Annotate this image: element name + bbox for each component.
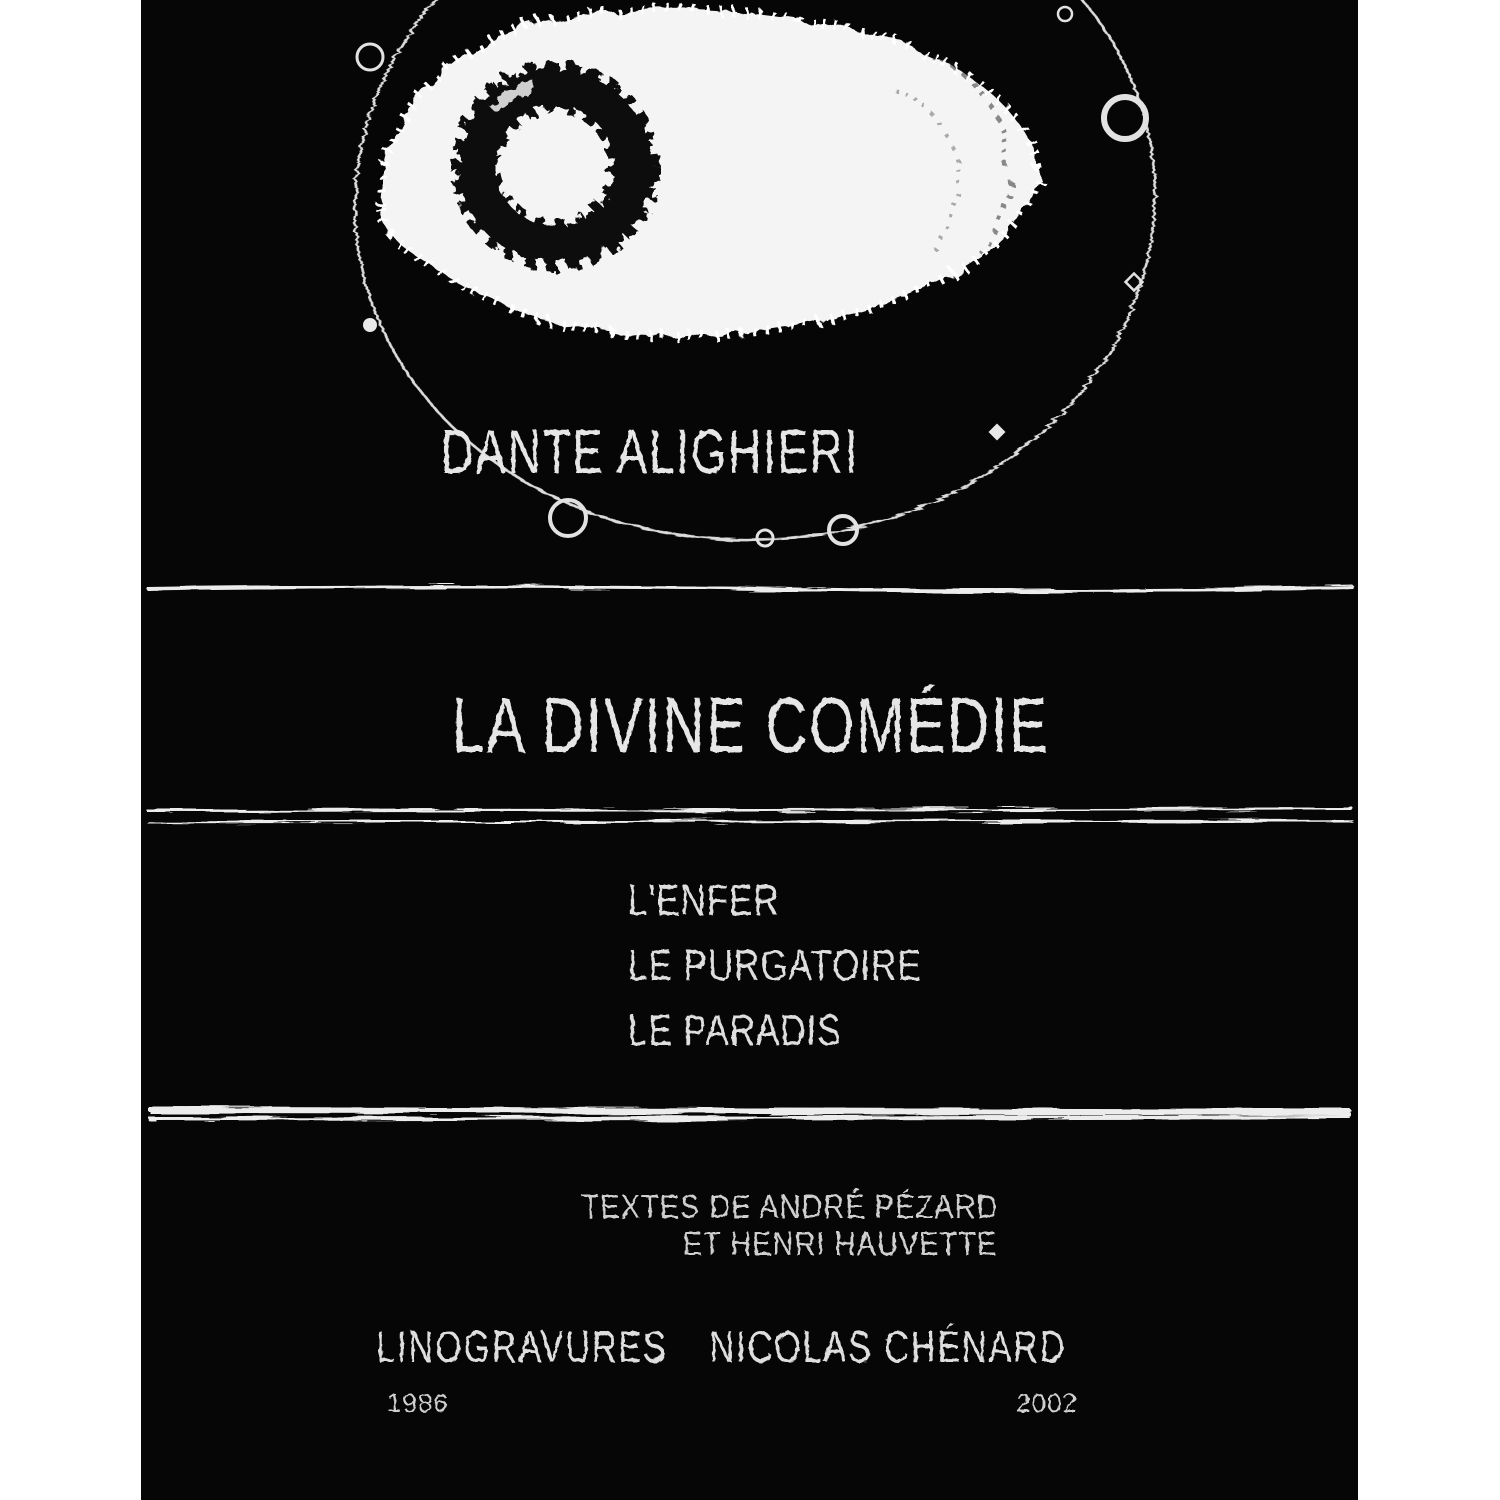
part-purgatory: LE PURGATOIRE: [628, 941, 922, 990]
credits-block: [582, 1188, 999, 1262]
orbit-planet: [757, 530, 773, 546]
orbit-planet: [1104, 97, 1146, 139]
credits-line1: TEXTES DE ANDRÉ PÉZARD: [581, 1188, 999, 1226]
rule-bottom-b: [149, 1117, 1351, 1119]
artist-name: NICOLAS CHÉNARD: [709, 1322, 1067, 1373]
year-left: 1986: [387, 1388, 449, 1418]
rule-top: [147, 587, 1353, 592]
parts-list: [628, 876, 922, 1055]
technique-label: LINOGRAVURES: [376, 1322, 668, 1373]
rule-middle-upper: [147, 809, 1353, 811]
part-inferno: L'ENFER: [628, 876, 780, 925]
orbit-planet: [989, 424, 1006, 441]
book-title: LA DIVINE COMÉDIE: [452, 681, 1050, 770]
orbit-planet: [357, 44, 383, 70]
orbit-planet: [550, 500, 586, 536]
cover-artwork: [141, 0, 1358, 1500]
orbit-planet: [1058, 7, 1072, 21]
orbit-planet: [363, 318, 377, 332]
author-name: DANTE ALIGHIERI: [440, 417, 860, 487]
colophon-block: [376, 1323, 1078, 1418]
part-paradise: LE PARADIS: [628, 1006, 842, 1055]
credits-line2: ET HENRI HAUVETTE: [682, 1225, 998, 1263]
rule-bottom-a: [149, 1110, 1351, 1112]
rule-middle-lower: [147, 821, 1353, 822]
cover-black-field: [141, 0, 1358, 1500]
year-right: 2002: [1016, 1388, 1078, 1418]
